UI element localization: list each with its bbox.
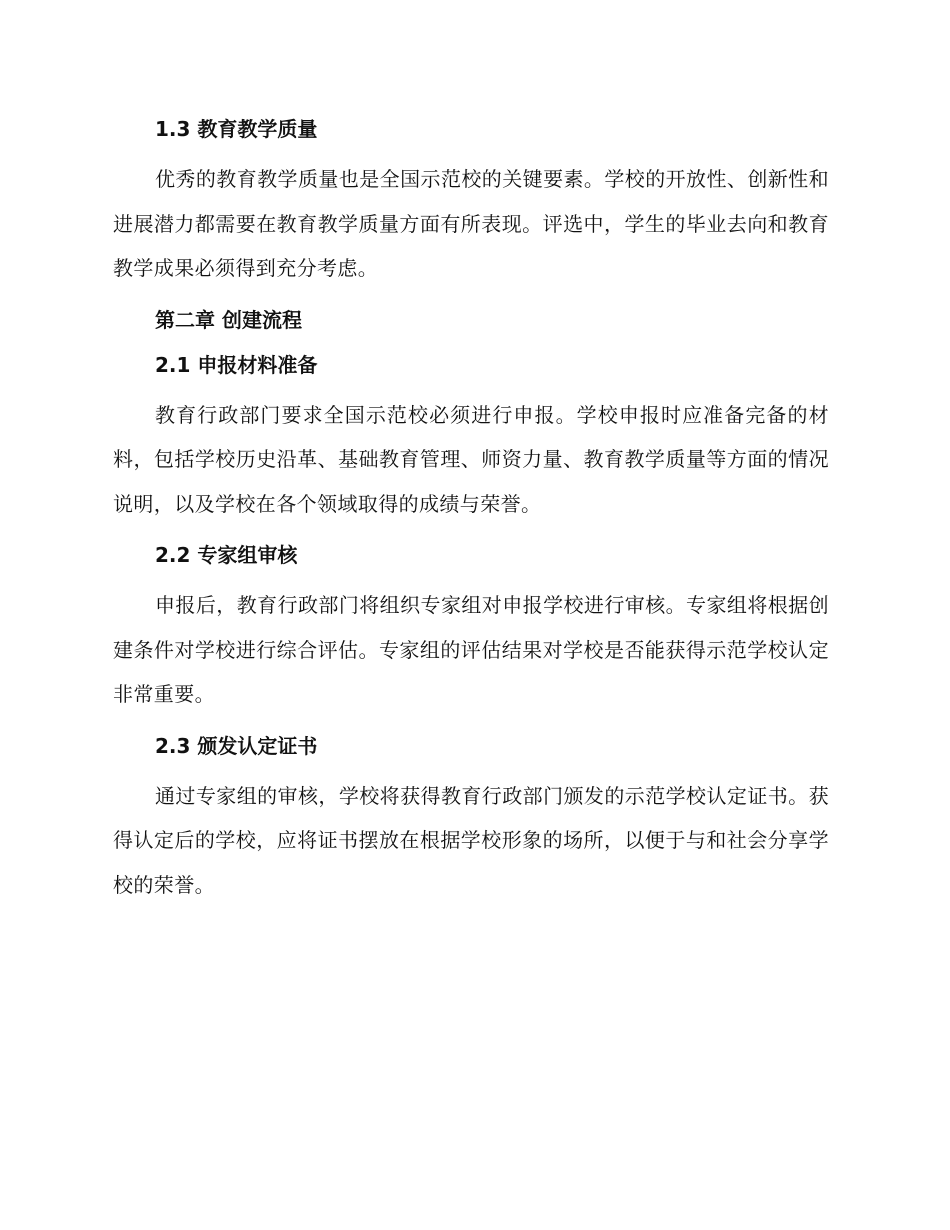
section-paragraph-2-3: 通过专家组的审核，学校将获得教育行政部门颁发的示范学校认定证书。获得认定后的学校，应将证书摆放在根据学校形象的场所，以便于与和社会分享学校的荣誉。: [113, 783, 829, 897]
section-paragraph-2-1: 教育行政部门要求全国示范校必须进行申报。学校申报时应准备完备的材料，包括学校历史沿革、基础教育管理、师资力量、教育教学质量等方面的情况说明，以及学校在各个领域取得的成绩与荣誉。: [113, 402, 829, 516]
section-heading-2-2: 2.2 专家组审核: [155, 543, 298, 567]
section-paragraph-1-3: 优秀的教育教学质量也是全国示范校的关键要素。学校的开放性、创新性和进展潜力都需要在教育教学质量方面有所表现。评选中，学生的毕业去向和教育教学成果必须得到充分考虑。: [113, 167, 829, 280]
section-heading-1-3: 1.3 教育教学质量: [155, 117, 318, 141]
chapter-heading-2: 第二章 创建流程: [155, 307, 302, 332]
document-body: [113, 112, 829, 919]
section-paragraph-2-2: 申报后，教育行政部门将组织专家组对申报学校进行审核。专家组将根据创建条件对学校进行综合评估。专家组的评估结果对学校是否能获得示范学校认定非常重要。: [113, 593, 829, 706]
section-heading-2-3: 2.3 颁发认定证书: [155, 733, 318, 758]
section-heading-2-1: 2.1 申报材料准备: [155, 352, 318, 377]
